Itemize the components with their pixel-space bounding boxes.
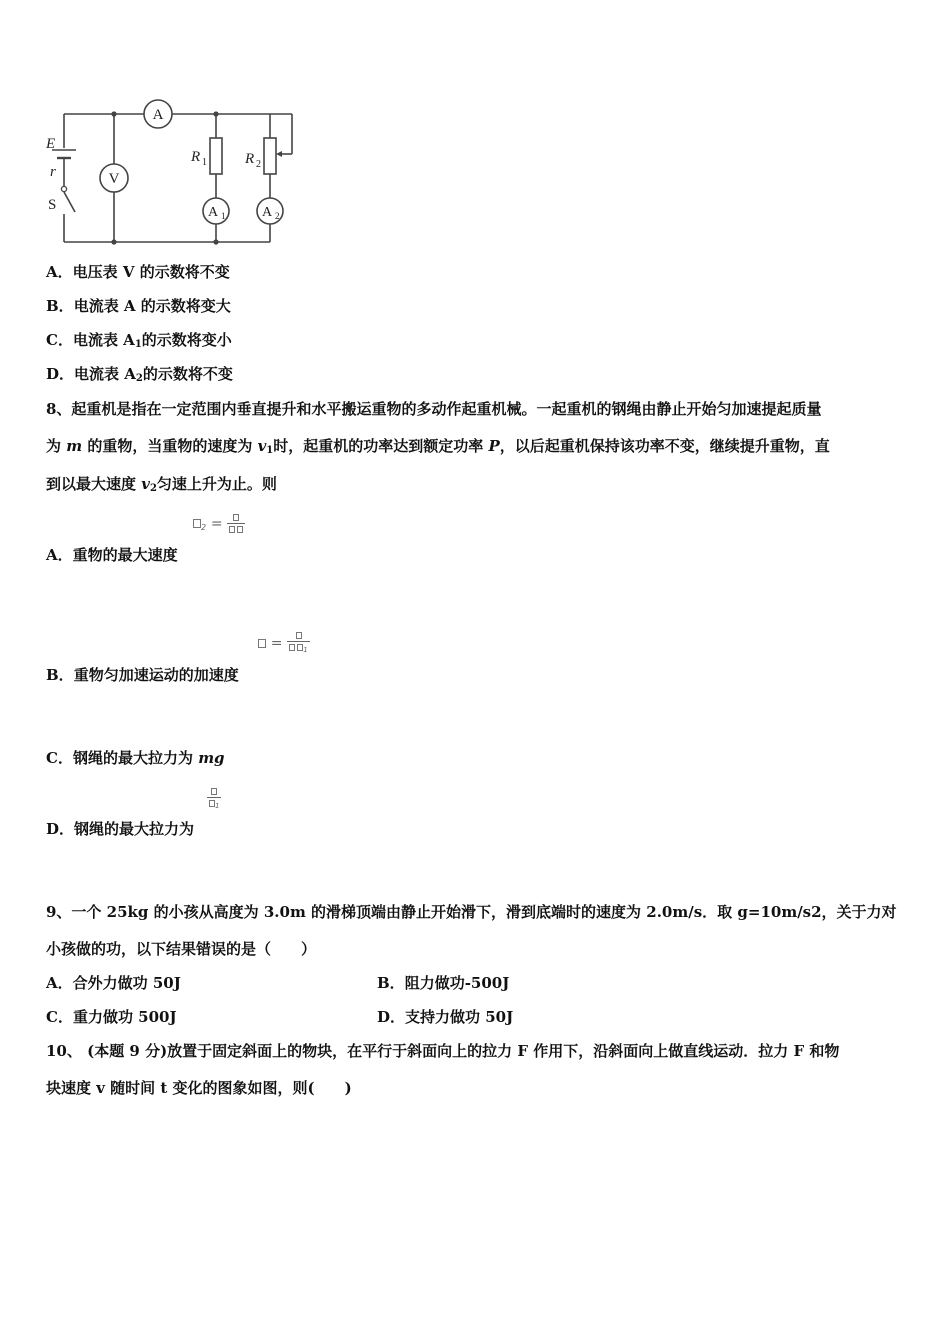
placeholder-glyph <box>258 639 266 648</box>
text-run: 匀速上升为止。则 <box>156 475 277 493</box>
q7-option-a <box>46 261 230 282</box>
q7-option-b <box>46 295 231 316</box>
option-letter: D． <box>46 365 75 383</box>
option-text: 重力做功 500J <box>72 1008 177 1026</box>
fraction <box>207 786 221 812</box>
placeholder-glyph <box>193 519 201 528</box>
option-letter: D． <box>46 820 75 838</box>
circuit-diagram <box>40 96 310 248</box>
option-text: 重物匀加速运动的加速度 <box>73 666 239 684</box>
q9-stem-line-2: 小孩做的功，以下结果错误的是（ ） <box>46 940 317 958</box>
velocity-symbol: v <box>141 475 150 493</box>
q8-stem-line-3 <box>46 473 277 494</box>
q9-option-a <box>46 972 181 993</box>
q8-option-b <box>46 664 239 685</box>
a2-subscript: 2 <box>275 211 280 221</box>
r2-subscript: 2 <box>256 159 261 170</box>
q9-option-d <box>377 1006 513 1027</box>
text-run: 时，起重机的功率达到额定功率 <box>273 437 489 455</box>
power-symbol: P <box>488 437 500 455</box>
subscript: 1 <box>303 646 308 654</box>
option-letter: B． <box>377 974 405 992</box>
r1-subscript: 1 <box>202 157 207 168</box>
a1-label: A <box>207 205 219 220</box>
q10-stem-line-1: 10、 (本题 9 分)放置于固定斜面上的物块，在平行于斜面向上的拉力 F 作用下，沿斜面向上做直线运动．拉力 F 和物 <box>46 1042 840 1060</box>
emf-label: E <box>46 136 56 152</box>
q8-stem-line-2 <box>46 435 830 456</box>
a1-subscript: 1 <box>221 211 226 221</box>
mg-symbol: mg <box>198 749 225 767</box>
option-text: 的示数将变小 <box>141 331 232 349</box>
option-text: 电压表 V 的示数将不变 <box>72 263 230 281</box>
q9-stem-line-1: 9、一个 25kg 的小孩从高度为 3.0m 的滑梯顶端由静止开始滑下，滑到底端时的速度为 2.0m/s．取 g=10m/s2，关于力对 <box>46 903 897 921</box>
option-text: 电流表 A <box>74 365 136 383</box>
q9-option-b <box>377 972 509 993</box>
option-letter: D． <box>377 1008 406 1026</box>
option-text: 钢绳的最大拉力为 <box>72 749 199 767</box>
option-text: 阻力做功-500J <box>404 974 510 992</box>
q10-stem-line-2: 块速度 v 随时间 t 变化的图象如图，则( ) <box>46 1079 352 1097</box>
q7-option-d <box>46 363 233 384</box>
option-letter: B． <box>46 666 74 684</box>
option-text: 合外力做功 50J <box>72 974 181 992</box>
a2-label: A <box>261 205 273 220</box>
q8-stem-line-1: 8、起重机是指在一定范围内垂直提升和水平搬运重物的多动作起重机械。一起重机的钢绳由静止开始匀加速提起质量 <box>46 400 822 418</box>
option-letter: C． <box>46 749 73 767</box>
text-run: 为 <box>46 437 67 455</box>
q9-option-c <box>46 1006 177 1027</box>
option-letter: A． <box>46 546 73 564</box>
subscript: 1 <box>266 445 274 456</box>
voltmeter-label: V <box>108 171 120 187</box>
option-letter: C． <box>46 331 73 349</box>
r1-label: R <box>191 149 201 165</box>
r2-label: R <box>245 151 255 167</box>
fraction <box>227 512 245 535</box>
option-text: 重物的最大速度 <box>72 546 178 564</box>
option-letter: A． <box>46 974 73 992</box>
q8-option-a <box>46 544 178 565</box>
mass-symbol: m <box>66 437 83 455</box>
subscript: 1 <box>215 802 220 810</box>
q8-option-c <box>46 747 225 768</box>
formula-max-velocity <box>193 512 245 535</box>
internal-resistance-label: r <box>50 164 56 180</box>
option-text: 钢绳的最大拉力为 <box>74 820 195 838</box>
text-run: ，以后起重机保持该功率不变，继续提升重物，直 <box>499 437 830 455</box>
subscript: 2 <box>149 483 157 494</box>
subscript: 1 <box>134 339 142 350</box>
subscript: 2 <box>201 523 207 532</box>
subscript: 2 <box>135 373 143 384</box>
formula-max-tension <box>207 786 221 812</box>
formula-acceleration <box>258 630 310 656</box>
velocity-symbol: v <box>257 437 267 455</box>
text-run: 的重物，当重物的速度为 <box>82 437 258 455</box>
option-text: 的示数将不变 <box>142 365 233 383</box>
option-text: 电流表 A <box>72 331 135 349</box>
option-letter: A． <box>46 263 73 281</box>
option-letter: B． <box>46 297 74 315</box>
option-text: 电流表 A 的示数将变大 <box>73 297 231 315</box>
switch-label: S <box>48 197 57 213</box>
option-text: 支持力做功 50J <box>405 1008 514 1026</box>
ammeter-label: A <box>152 107 164 123</box>
q8-option-d <box>46 818 194 839</box>
text-run: 到以最大速度 <box>46 475 142 493</box>
option-letter: C． <box>46 1008 73 1026</box>
fraction <box>287 630 309 656</box>
equals-sign: = <box>270 635 283 652</box>
q7-option-c <box>46 329 232 350</box>
equals-sign: = <box>210 516 223 532</box>
